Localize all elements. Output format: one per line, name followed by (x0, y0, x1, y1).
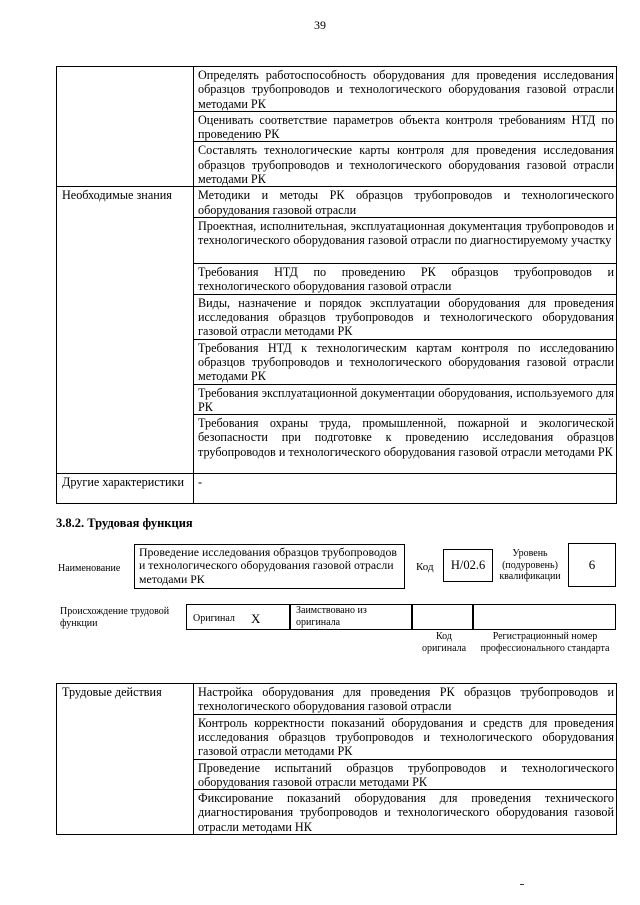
knowledge-cell: Требования эксплуатационной документации оборудования, используемого для РК (194, 384, 617, 415)
original-label: Оригинал (193, 613, 235, 624)
table-row (57, 474, 617, 504)
code-box: H/02.6 (443, 549, 493, 582)
table-row (57, 67, 617, 112)
qualification-level-box: 6 (568, 543, 616, 587)
table-row (57, 187, 617, 218)
borrowed-cell (290, 604, 412, 630)
original-mark: X (251, 611, 261, 626)
skill-cell: Оценивать соответствие параметров объекта контроля требованиям НТД по проведению РК (194, 111, 617, 142)
knowledge-label: Необходимые знания (57, 187, 194, 474)
function-name-box: Проведение исследования образцов трубопроводов и технологического оборудования газовой отрасли методами РК (134, 544, 405, 589)
registration-number-caption: Регистрационный номер профессионального стандарта (480, 631, 610, 654)
knowledge-cell: Требования НТД к технологическим картам контроля по исследованию образцов трубопроводов и технологического оборудования газовой отрасли методами РК (194, 339, 617, 384)
scan-mark (520, 884, 524, 885)
page-number: 39 (314, 18, 326, 32)
table-row (57, 684, 617, 715)
skill-cell: Определять работоспособность оборудования для проведения исследования образцов трубопроводов и технологического оборудования газовой отрасли методами РК (194, 67, 617, 112)
labor-actions-table (56, 683, 617, 835)
action-cell: Проведение испытаний образцов трубопроводов и технологического оборудования газовой отрасли методами РК (194, 759, 617, 790)
knowledge-cell: Виды, назначение и порядок эксплуатации оборудования для проведения исследования образцов трубопроводов и технологического оборудования газовой отрасли методами РК (194, 294, 617, 339)
original-code-caption: Код оригинала (421, 631, 467, 654)
borrowed-label: Заимствовано из оригинала (296, 605, 367, 628)
knowledge-cell: Требования охраны труда, промышленной, пожарной и экологической безопасности при подготовке к проведению исследования образцов трубопроводов и технологического оборудования газовой отрасли методами РК (194, 415, 617, 474)
code-label: Код (416, 561, 434, 573)
labor-actions-label: Трудовые действия (57, 684, 194, 835)
knowledge-cell: Требования НТД по проведению РК образцов трубопроводов и технологического оборудования газовой отрасли (194, 263, 617, 294)
skills-knowledge-table (56, 66, 617, 504)
qualification-level-label: Уровень (подуровень) квалификации (499, 548, 561, 582)
action-cell: Контроль корректности показаний оборудования и средств для проведения исследования образцов трубопроводов и технологического оборудования газовой отрасли методами РК (194, 714, 617, 759)
original-cell (186, 604, 290, 630)
name-label: Наименование (58, 563, 121, 574)
action-cell: Настройка оборудования для проведения РК образцов трубопроводов и технологического оборудования газовой отрасли (194, 684, 617, 715)
knowledge-cell: Методики и методы РК образцов трубопроводов и технологического оборудования газовой отрасли (194, 187, 617, 218)
knowledge-cell: Проектная, исполнительная, эксплуатационная документация трубопроводов и технологического оборудования газовой отрасли по диагностируемому участку (194, 217, 617, 263)
original-code-cell (412, 604, 473, 630)
origin-label: Происхождение трудовой функции (60, 606, 170, 629)
empty-label-cell (57, 67, 194, 187)
other-characteristics-label: Другие характеристики (57, 474, 194, 504)
skill-cell: Составлять технологические карты контроля для проведения исследования образцов трубопроводов и технологического оборудования газовой отрасли методами РК (194, 142, 617, 187)
section-heading: 3.8.2. Трудовая функция (56, 516, 193, 530)
action-cell: Фиксирование показаний оборудования для проведения технического диагностирования трубопроводов и технологического оборудования газовой отрасли методами НК (194, 790, 617, 835)
registration-number-cell (473, 604, 616, 630)
other-characteristics-value: - (194, 474, 617, 504)
